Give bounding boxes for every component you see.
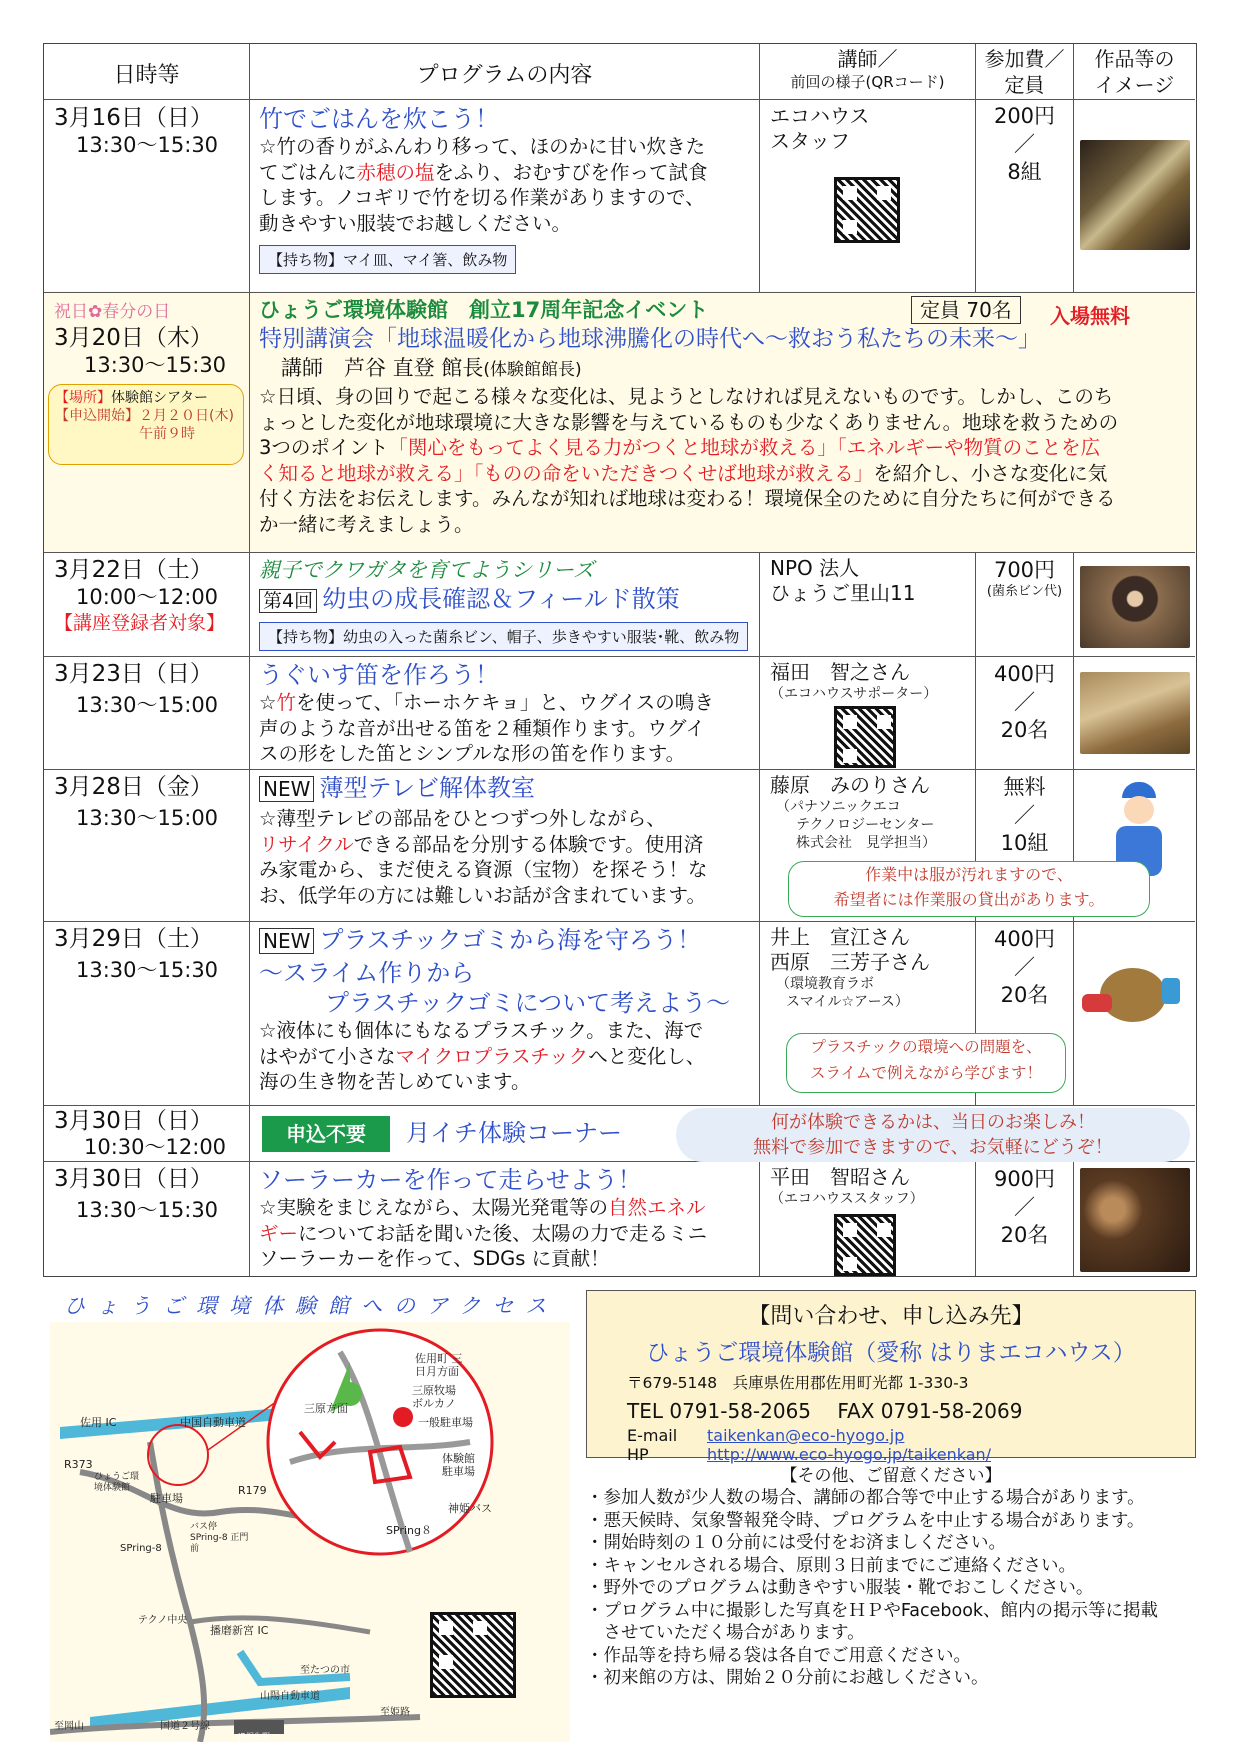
row2-free-badge: 入場無料 (1050, 304, 1130, 328)
note-item: ・初来館の方は、開始２０分前にお越しください。 (586, 1668, 989, 1688)
new-badge: NEW (259, 776, 314, 802)
row4-qr-code[interactable] (834, 706, 896, 768)
notes: 【その他、ご留意ください】 ・参加人数が少人数の場合、講師の都合等で中止する場合があります。 ・悪天候時、気象警報発令時、プログラムを中止する場合があります。 ・開始時刻の１０分前には受付をお済ましください。 ・キャンセルされる場合、原則３日前までにご連絡ください。 ・野外でのプログラムは動きやすい服装・靴でおこしください。 ・プログラム中に撮影した写真をＨＰやFacebook、館内の掲示等に掲載 させていただく場合があります。 ・作品等を持ち帰る袋は各自でご用意ください。 ・初来館の方は、開始２０分前にお越しください。 (586, 1465, 1196, 1690)
row4-program: うぐいす笛を作ろう！ ☆竹を使って、「ホーホケキョ」と、ウグイスの鳴き 声のような音が出せる笛を２種類作ります。ウグイ スの形をした笛とシンプルな形の笛を作ります。 (259, 661, 714, 765)
row2-date: 3月20日（木） 13:30～15:30 (54, 325, 227, 377)
row5-program: NEW 薄型テレビ解体教室 ☆薄型テレビの部品をひとつずつ外しながら、 リサイクルできる部品を分別する体験です。使用済 み家電から、まだ使える資源（宝物）を探そう！な お、低学年の方には難しいお話が含まれています。 (259, 774, 708, 907)
row1-fee: 200円 ／ 8組 (993, 104, 1056, 184)
notes-list (586, 1487, 1196, 1690)
row8-qr-code[interactable] (834, 1214, 896, 1276)
row2-title: 特別講演会「地球温暖化から地球沸騰化の時代へ～救おう私たちの未来～」 (259, 326, 1041, 352)
row2-place-box: 【場所】体験館シアター 【申込開始】２月２０日(木) 午前９時 (48, 384, 244, 465)
small-area-circle (148, 1425, 208, 1485)
parking-marker (393, 1407, 413, 1427)
row8-program: ソーラーカーを作って走らせよう！ ☆実験をまじえながら、太陽光発電等の自然エネル ギーについてお話を聞いた後、太陽の力で走るミニ ソーラーカーを作って、SDGs に貢献！ (259, 1166, 708, 1270)
header-date: 日時等 (113, 63, 180, 88)
row1-title: 竹でごはんを炊こう！ (259, 105, 499, 133)
row5-fee: 無料 ／ 10組 (1000, 775, 1049, 855)
header-fee: 参加費／ 定員 (984, 47, 1065, 97)
row7-no-reservation-badge: 申込不要 (262, 1116, 390, 1152)
row3-fee: 700円 (菌糸ビン代) (986, 558, 1063, 599)
row1-instructor: エコハウス スタッフ (770, 104, 870, 153)
website-link[interactable]: http://www.eco-hyogo.jp/taikenkan/ (707, 1445, 992, 1464)
row1-qr-code[interactable] (834, 177, 900, 243)
row8-fee: 900円 ／ 20名 (993, 1167, 1056, 1247)
row4-photo-bamboo-whistle (1080, 672, 1190, 754)
road-r373 (150, 1442, 204, 1742)
row2-holiday: 祝日✿春分の日 (54, 302, 171, 322)
note-item: ・キャンセルされる場合、原則３日前までにご連絡ください。 (586, 1555, 1076, 1576)
note-item: ・野外でのプログラムは動きやすい服装・靴でおこしください。 (586, 1578, 1094, 1598)
row8-date: 3月30日（日） 13:30～15:30 (54, 1166, 219, 1222)
note-item: ・開始時刻の１０分前には受付をお済ましください。 (586, 1533, 1006, 1553)
note-item: ・作品等を持ち帰る袋は各自でご用意ください。 (586, 1645, 971, 1666)
row1-program: 竹でごはんを炊こう！ ☆竹の香りがふんわり移って、ほのかに甘い炊きた てごはんに赤穂の塩をふり、おむすびを作って試食 します。ノコギリで竹を切る作業がありますので、 動きやすい服装でお越しください。 【持ち物】マイ皿、マイ箸、飲み物 (259, 104, 754, 274)
new-badge: NEW (259, 928, 314, 954)
row6-fee: 400円 ／ 20名 (993, 927, 1056, 1007)
row1-items: 【持ち物】マイ皿、マイ箸、飲み物 (259, 245, 516, 274)
header-image: 作品等の イメージ (1094, 47, 1175, 97)
row3-instructor: NPO 法人 ひょうご里山11 (770, 556, 916, 605)
note-item: ・参加人数が少人数の場合、講師の都合等で中止する場合があります。 (586, 1488, 1145, 1508)
row4-fee: 400円 ／ 20名 (993, 662, 1056, 742)
row5-date: 3月28日（金） 13:30～15:00 (54, 774, 219, 830)
row7-date: 3月30日（日） 10:30～12:00 (54, 1108, 227, 1159)
email-link[interactable]: taikenkan@eco-hyogo.jp (707, 1426, 905, 1445)
row3-program: 親子でクワガタを育てようシリーズ 第4回 幼虫の成長確認＆フィールド散策 【持ち物】幼虫の入った菌糸ビン、帽子、歩きやすい服装･靴、飲み物 (259, 556, 754, 651)
access-qr-code[interactable] (430, 1612, 516, 1698)
row3-date: 3月22日（土） 10:00～12:00 【講座登録者対象】 (54, 557, 226, 634)
row2-event: ひょうご環境体験館 創立17周年記念イベント (259, 298, 709, 322)
row3-items: 【持ち物】幼虫の入った菌糸ビン、帽子、歩きやすい服装･靴、飲み物 (259, 622, 748, 651)
row5-note-box: 作業中は服が汚れますので、 希望者には作業服の貸出があります。 (788, 861, 1150, 917)
row6-instructor: 井上 宣江さん 西原 三芳子さん （環境教育ラボ スマイル☆アース） (770, 925, 930, 1010)
row5-instructor: 藤原 みのりさん （パナソニックエコ テクノロジーセンター 株式会社 見学担当） (770, 773, 936, 851)
row7-title: 月イチ体験コーナー (406, 1119, 622, 1147)
row6-note-box: プラスチックの環境への問題を、 スライムで例えながら学びます！ (786, 1033, 1066, 1093)
row7-cloud-note: 何が体験できるかは、当日のお楽しみ！ 無料で参加できますので、お気軽にどうぞ！ (676, 1108, 1190, 1162)
row1-photo-bamboo-rice (1080, 140, 1190, 250)
row2-program: ひょうご環境体験館 創立17周年記念イベント 特別講演会「地球温暖化から地球沸騰化の時代へ～救おう私たちの未来～」 講師 芦谷 直登 館長(体験館館長) ☆日頃、身の回りで起こる様々な変化は、見ようとしなければ見えないものです。しかし、このち ょっとした変化が地球環境に大きな影響を与えているものも少なくありません。地球を救うための 3つのポイント「関心をもってよく見る力がつくと地球が救える」「エネルギーや物質のことを広 く知ると地球が救える」「ものの命をいただきつくせば地球が救える」を紹介し、小さな変化に気 付く方法をお伝えします。みんなが知れば地球は変わる！環境保全のために自分たちに何ができる か一緒に考えましょう。 (259, 296, 1189, 537)
row8-photo-solar-car (1080, 1168, 1190, 1272)
contact-box: 【問い合わせ、申し込み先】 ひょうご環境体験館（愛称 はりまエコハウス） 〒679-5148 兵庫県佐用郡佐用町光都 1-330-3 TEL 0791-58-2065 FAX 0791-58-2069 E-mail taikenkan@eco-hyogo.jp HP http://www.eco-hyogo.jp/taikenkan/ (586, 1290, 1196, 1458)
row6-program: NEW プラスチックゴミから海を守ろう！ ～スライム作りから プラスチックゴミについて考えよう～ ☆液体にも個体にもなるプラスチック。また、海で はやがて小さなマイクロプラスチックへと変化し、 海の生き物を苦しめています。 (259, 926, 731, 1093)
note-item: ・悪天候時、気象警報発令時、プログラムを中止する場合があります。 (586, 1510, 1145, 1531)
row6-turtle-illustration (1080, 948, 1190, 1038)
schedule-table (43, 43, 1197, 1277)
row4-date: 3月23日（日） 13:30～15:00 (54, 661, 219, 717)
note-item: させていただく場合があります。 (586, 1623, 865, 1643)
row2-capacity-badge: 定員 70名 (911, 296, 1021, 324)
note-item: ・プログラム中に撮影した写真をＨＰやFacebook、館内の掲示等に掲載 (586, 1600, 1159, 1621)
header-instructor: 講師／ 前回の様子(QRコード) (790, 47, 945, 91)
access-title: ひょうご環境体験館へのアクセス (64, 1290, 558, 1323)
row4-instructor: 福田 智之さん （エコハウスサポーター） (770, 660, 938, 702)
header-program: プログラムの内容 (416, 63, 593, 88)
row6-date: 3月29日（土） 13:30～15:30 (54, 926, 219, 982)
row8-instructor: 平田 智昭さん （エコハウススタッフ） (770, 1165, 924, 1207)
row1-date: 3月16日（日） 13:30～15:30 (54, 105, 219, 157)
access-map: 佐用 IC 中国自動車道 R373 R179 ひょうご環境体験館 駐車場 バス停 SPring-8 正門前 SPring-8 テクノ中央 播磨新宮 IC 至たつの市 山陽自動車道 国道２号線 至岡山 至姫路 JR相生駅 佐用町 三日月方面 三原牧場 ボルカノ 三原方面 一般駐車場 体験館 駐車場 神姫バス SPring８ (50, 1322, 570, 1742)
row3-photo-stag-beetle (1080, 566, 1190, 648)
